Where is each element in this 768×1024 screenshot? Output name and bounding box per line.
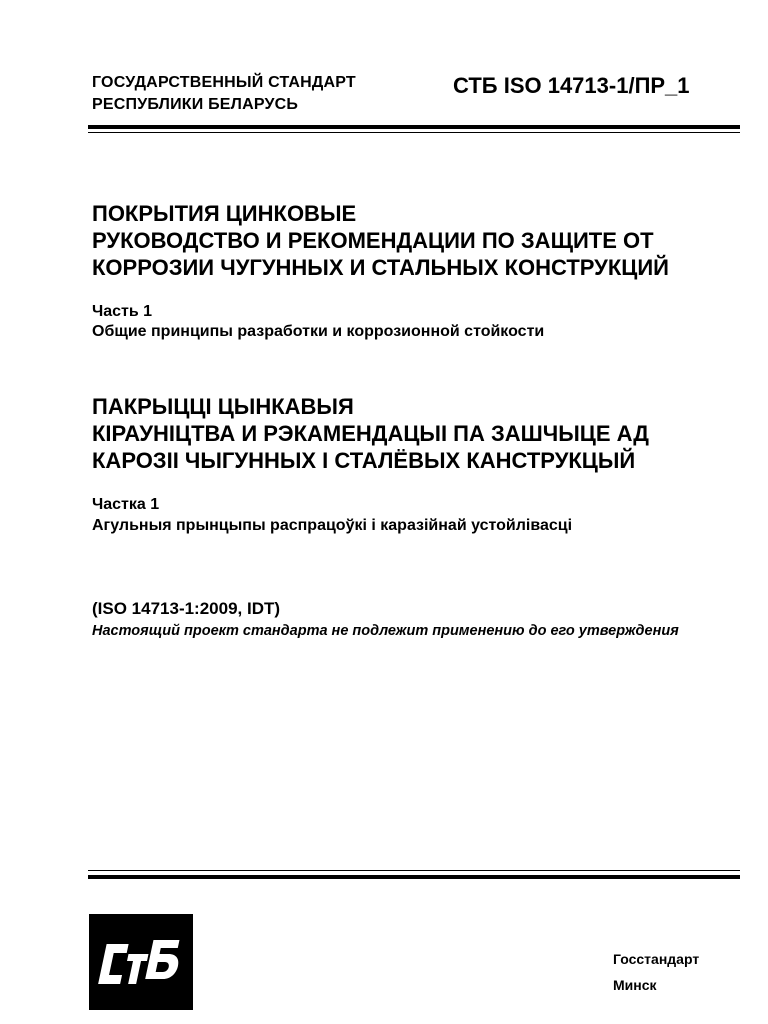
part-title-by: Агульныя прынцыпы распрацоўкі і каразійнай устойлівасці	[92, 517, 573, 534]
standard-org-block	[92, 72, 356, 116]
iso-reference: (ISO 14713-1:2009, IDT)	[92, 599, 281, 618]
part-label-by: Частка 1	[92, 496, 160, 513]
header-rule-thick	[88, 125, 740, 129]
standard-designation: СТБ ISO 14713-1/ПР_1	[453, 73, 690, 98]
title-ru-line1: ПОКРЫТИЯ ЦИНКОВЫЕ	[92, 201, 357, 226]
title-by-line3: КАРОЗІІ ЧЫГУННЫХ І СТАЛЁВЫХ КАНСТРУКЦЫЙ	[92, 448, 636, 473]
footer-rule-thick	[88, 875, 740, 879]
title-ru-line3: КОРРОЗИИ ЧУГУННЫХ И СТАЛЬНЫХ КОНСТРУКЦИЙ	[92, 255, 669, 280]
draft-note: Настоящий проект стандарта не подлежит применению до его утверждения	[92, 623, 679, 639]
title-ru-line2: РУКОВОДСТВО И РЕКОМЕНДАЦИИ ПО ЗАЩИТЕ ОТ	[92, 228, 654, 253]
title-by-line1: ПАКРЫЦЦІ ЦЫНКАВЫЯ	[92, 394, 354, 419]
footer-publisher: Госстандарт	[613, 951, 700, 967]
part-title-ru: Общие принципы разработки и коррозионной стойкости	[92, 323, 545, 340]
footer-rule-thin	[88, 870, 740, 871]
footer-city: Минск	[613, 977, 657, 993]
title-by-line2: КІРАУНІЦТВА И РЭКАМЕНДАЦЫІ ПА ЗАШЧЫЦЕ АД	[92, 421, 649, 446]
org-name-line2: РЕСПУБЛИКИ БЕЛАРУСЬ	[92, 96, 299, 113]
stb-logo-icon	[89, 914, 193, 1010]
org-name-line1: ГОСУДАРСТВЕННЫЙ СТАНДАРТ	[92, 74, 356, 91]
header-rule-thin	[88, 132, 740, 133]
part-label-ru: Часть 1	[92, 303, 153, 320]
